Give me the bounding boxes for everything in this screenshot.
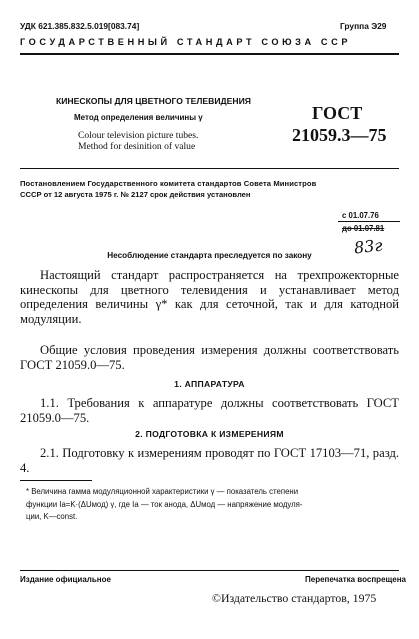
decree-line-2: СССР от 12 августа 1975 г. № 2127 срок действия установлен <box>20 190 251 199</box>
document-subtitle: Метод определения величины γ <box>74 113 203 122</box>
header-rule <box>20 53 399 55</box>
section-1-text: 1.1. Требования к аппаратуре должны соответствовать ГОСТ 21059.0—75. <box>20 396 399 425</box>
publisher-copyright: ©Издательство стандартов, 1975 <box>212 591 377 605</box>
intro-paragraph-2: Общие условия проведения измерения должны соответствовать ГОСТ 21059.0—75. <box>20 343 399 372</box>
footnote-line-2: функции Iа=K·(ΔUмод) γ, где Iа — ток анода, ΔUмод — напряжение модуля- <box>26 499 303 509</box>
footer-rule <box>20 570 399 571</box>
official-edition: Издание официальное <box>20 575 111 584</box>
group-code: Группа Э29 <box>340 21 387 31</box>
title-english-1: Colour television picture tubes. <box>78 130 199 141</box>
state-standard-banner: ГОСУДАРСТВЕННЫЙ СТАНДАРТ СОЮЗА ССР <box>20 37 352 47</box>
title-rule <box>20 168 399 169</box>
footnote-line-3: ции, K—const. <box>26 512 78 521</box>
footnote-line-1: * Величина гамма модуляционной характеристики γ — показатель степени <box>26 487 299 496</box>
validity-separator <box>338 221 400 222</box>
law-notice: Несоблюдение стандарта преследуется по закону <box>107 251 312 260</box>
section-1-heading: 1. АППАРАТУРА <box>174 379 245 389</box>
gost-label: ГОСТ <box>312 103 363 123</box>
gost-number: 21059.3—75 <box>292 125 387 145</box>
intro-paragraph-1: Настоящий стандарт распространяется на трехпрожекторные кинескопы для цветного телевидения и устанавливает метод определения величины γ* как для сеточной, так и для катодной модуляции. <box>20 268 399 326</box>
validity-to <box>342 224 384 233</box>
title-english-2: Method for desinition of value <box>78 141 196 152</box>
footnote <box>26 486 399 524</box>
section-2-text: 2.1. Подготовку к измерениям проводят по ГОСТ 17103—71, разд. 4. <box>20 446 399 475</box>
validity-from: с 01.07.76 <box>342 211 379 220</box>
reprint-prohibited: Перепечатка воспрещена <box>305 575 406 584</box>
footnote-rule <box>20 480 92 481</box>
document-title: КИНЕСКОПЫ ДЛЯ ЦВЕТНОГО ТЕЛЕВИДЕНИЯ <box>56 96 251 106</box>
section-2-heading: 2. ПОДГОТОВКА К ИЗМЕРЕНИЯМ <box>135 429 284 439</box>
udk-code: УДК 621.385.832.5.019[083.74] <box>20 21 140 31</box>
decree-line-1: Постановлением Государственного комитета стандартов Совета Министров <box>20 179 317 188</box>
validity-to-text: до 01.07.81 <box>342 224 385 233</box>
handwritten-note: 83г <box>353 235 384 258</box>
